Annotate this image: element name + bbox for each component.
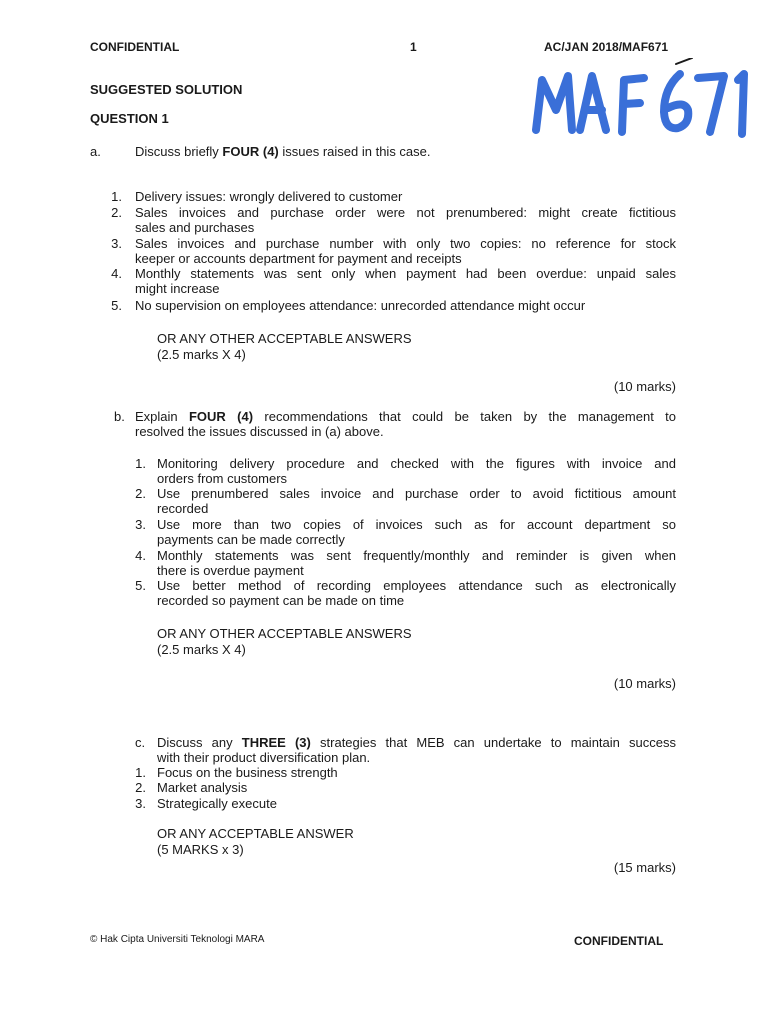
question-title: QUESTION 1 <box>90 111 169 126</box>
part-a-marks-breakdown: (2.5 marks X 4) <box>157 347 246 362</box>
part-c-prompt: Discuss any THREE (3) strategies that MEB can undertake to maintain success with their product diversification plan. <box>157 735 676 765</box>
part-c-note: OR ANY ACCEPTABLE ANSWER <box>157 826 354 841</box>
part-c-item-3: Strategically execute <box>157 796 277 811</box>
part-b-item-5: Use better method of recording employees attendance such as electronically recorded so payment can be made on time <box>157 578 676 608</box>
part-c-item-1: Focus on the business strength <box>157 765 338 780</box>
part-a-item-5: No supervision on employees attendance: unrecorded attendance might occur <box>135 298 586 313</box>
part-b-prompt: Explain FOUR (4) recommendations that could be taken by the management to resolved the issues discussed in (a) above. <box>135 409 676 439</box>
part-b-marks: (10 marks) <box>613 676 676 691</box>
list-number: 3. <box>135 517 146 532</box>
part-a-letter: a. <box>90 144 101 159</box>
list-number: 2. <box>135 780 146 795</box>
footer-confidential: CONFIDENTIAL <box>574 934 664 948</box>
part-c-marks: (15 marks) <box>613 860 676 875</box>
list-number: 2. <box>135 486 146 501</box>
list-number: 1. <box>111 189 122 204</box>
list-number: 1. <box>135 765 146 780</box>
list-number: 1. <box>135 456 146 471</box>
part-b-letter: b. <box>114 409 125 424</box>
list-number: 5. <box>135 578 146 593</box>
paper-code: AC/JAN 2018/MAF671 <box>544 40 669 54</box>
list-number: 3. <box>135 796 146 811</box>
part-c-letter: c. <box>135 735 146 750</box>
page-number: 1 <box>410 40 417 54</box>
list-number: 4. <box>135 548 146 563</box>
part-a-prompt: Discuss briefly FOUR (4) issues raised in this case. <box>135 144 431 159</box>
part-a-marks: (10 marks) <box>613 379 676 394</box>
list-number: 5. <box>111 298 122 313</box>
part-a-item-3: Sales invoices and purchase number with only two copies: no reference for stock keeper or accounts department for payment and receipts <box>135 236 676 266</box>
part-b-item-1: Monitoring delivery procedure and checked with the figures with invoice and orders from customers <box>157 456 676 486</box>
part-b-note: OR ANY OTHER ACCEPTABLE ANSWERS <box>157 626 412 641</box>
part-b-marks-breakdown: (2.5 marks X 4) <box>157 642 246 657</box>
header-confidential: CONFIDENTIAL <box>90 40 180 54</box>
part-c-item-2: Market analysis <box>157 780 248 795</box>
part-a-item-1: Delivery issues: wrongly delivered to customer <box>135 189 403 204</box>
list-number: 2. <box>111 205 122 220</box>
page-title: SUGGESTED SOLUTION <box>90 82 243 97</box>
part-b-item-3: Use more than two copies of invoices such as for account department so payments can be made correctly <box>157 517 676 547</box>
list-number: 4. <box>111 266 122 281</box>
footer-copyright: © Hak Cipta Universiti Teknologi MARA <box>90 934 265 945</box>
part-a-item-2: Sales invoices and purchase order were not prenumbered: might create fictitious sales and purchases <box>135 205 676 235</box>
part-a-note: OR ANY OTHER ACCEPTABLE ANSWERS <box>157 331 412 346</box>
handwritten-annotation <box>528 58 760 149</box>
part-b-item-4: Monthly statements was sent frequently/monthly and reminder is given when there is overdue payment <box>157 548 676 578</box>
list-number: 3. <box>111 236 122 251</box>
part-b-item-2: Use prenumbered sales invoice and purchase order to avoid fictitious amount recorded <box>157 486 676 516</box>
part-a-item-4: Monthly statements was sent only when payment had been overdue: unpaid sales might increase <box>135 266 676 296</box>
part-c-marks-breakdown: (5 MARKS x 3) <box>157 842 244 857</box>
handwritten-annotation-text <box>0 0 1 1</box>
